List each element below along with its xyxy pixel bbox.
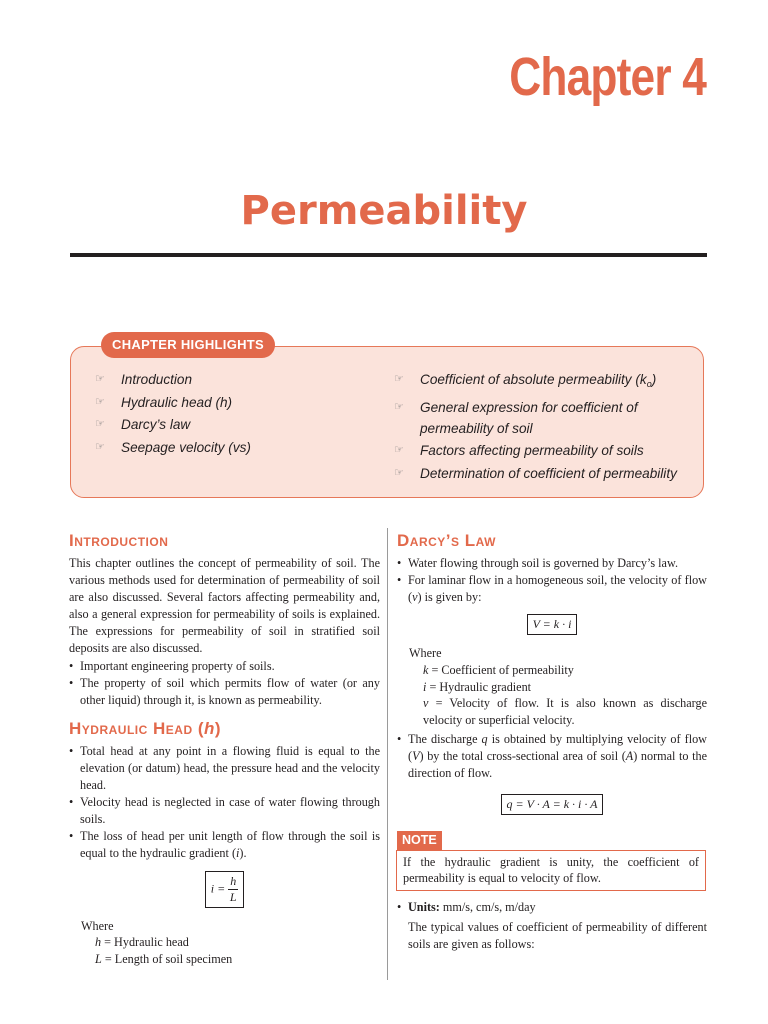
title-rule: [70, 253, 707, 257]
highlight-item: ☞ Hydraulic head (h): [95, 392, 375, 413]
list-item: • The discharge q is obtained by multiplying velocity of flow (V) by the total cross-sectional area of soil (A) normal to the direction of flow.: [397, 731, 707, 782]
chapter-title: Permeability: [240, 188, 528, 234]
introduction-bullets: [69, 658, 380, 709]
pointing-hand-icon: ☞: [394, 400, 404, 413]
closing-paragraph: The typical values of coefficient of permeability of different soils are given as follows:: [408, 919, 707, 951]
pointing-hand-icon: ☞: [95, 395, 105, 408]
pointing-hand-icon: ☞: [394, 466, 404, 479]
highlight-item: ☞ Determination of coefficient of permeability: [394, 463, 694, 484]
left-column: [69, 530, 380, 968]
highlight-item: ☞ Introduction: [95, 369, 375, 390]
highlight-item: ☞ Factors affecting permeability of soils: [394, 440, 694, 461]
introduction-paragraph: This chapter outlines the concept of permeability of soil. The various methods used for determination of permeability of soil are also discussed. Several factors affecting permeability and, also a general expression for permeability of soils is explained. The expressions for permeability of soil in stratified soil deposits are also discussed.: [69, 556, 380, 655]
darcy-definitions: Where k = Coefficient of permeability i = Hydraulic gradient v = Velocity of flow. It is also known as discharge velocity or superficial velocity.: [409, 645, 707, 728]
pointing-hand-icon: ☞: [394, 373, 404, 385]
hydraulic-head-heading: Hydraulic Head (h): [69, 719, 222, 739]
highlight-item: ☞ Darcy’s law: [95, 414, 375, 435]
highlights-right-column: [394, 369, 694, 485]
list-item: • Units: mm/s, cm/s, m/day: [397, 899, 707, 916]
column-divider: [387, 528, 388, 980]
discharge-bullet: [397, 731, 707, 782]
introduction-heading: Introduction: [69, 531, 169, 550]
highlight-item: ☞ General expression for coefficient of permeability of soil: [394, 397, 694, 439]
note-box: If the hydraulic gradient is unity, the coefficient of permeability is equal to velocity of flow.: [396, 850, 706, 891]
right-column: [397, 530, 707, 953]
discharge-equation: q = V · A = k · i · A: [397, 794, 707, 815]
chapter-number: Chapter 4: [509, 47, 706, 107]
pointing-hand-icon: ☞: [95, 440, 105, 453]
pointing-hand-icon: ☞: [95, 418, 105, 430]
list-item: • For laminar flow in a homogeneous soil, the velocity of flow (v) is given by:: [397, 572, 707, 606]
hydraulic-head-bullets: [69, 743, 380, 861]
units-bullet: [397, 899, 707, 916]
darcy-equation: V = k · i: [397, 614, 707, 635]
darcys-law-heading: Darcy’s Law: [397, 531, 496, 550]
note-label: NOTE: [397, 831, 442, 850]
hydraulic-head-definitions: Where h = Hydraulic head L = Length of soil specimen: [81, 918, 233, 967]
darcy-bullets: [397, 555, 707, 606]
highlight-item: ☞ Seepage velocity (vs): [95, 437, 375, 458]
hydraulic-gradient-equation: i = $\frac{h}{L}$: [69, 871, 380, 908]
pointing-hand-icon: ☞: [95, 373, 105, 385]
list-item: • Velocity head is neglected in case of water flowing through soils.: [69, 794, 380, 828]
list-item: • Water flowing through soil is governed by Darcy’s law.: [397, 555, 707, 572]
list-item: • Important engineering property of soils.: [69, 658, 380, 675]
chapter-highlights-tab: CHAPTER HIGHLIGHTS: [101, 332, 275, 358]
pointing-hand-icon: ☞: [394, 444, 404, 456]
list-item: • The property of soil which permits flow of water (or any other liquid) through it, is known as permeability.: [69, 675, 380, 709]
list-item: • Total head at any point in a flowing fluid is equal to the elevation (or datum) head, the pressure head and the velocity head.: [69, 743, 380, 794]
highlight-item: ☞ Coefficient of absolute permeability $(k_o)$: [394, 369, 694, 395]
highlights-left-column: [95, 369, 375, 459]
list-item: • The loss of head per unit length of flow through the soil is equal to the hydraulic gradient (i).: [69, 828, 380, 862]
